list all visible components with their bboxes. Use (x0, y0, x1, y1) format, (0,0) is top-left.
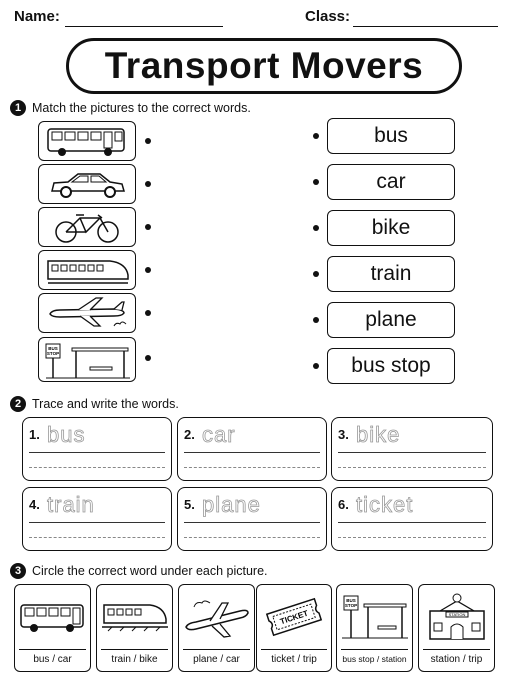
class-line[interactable] (353, 26, 498, 27)
worksheet-header (14, 8, 498, 30)
writing-guide-line (338, 537, 486, 538)
trace-box[interactable] (22, 417, 172, 481)
writing-guide-line (184, 467, 320, 468)
trace-number: 5. (184, 497, 195, 512)
card-divider (261, 649, 327, 650)
trace-word: train (47, 492, 95, 517)
right-match-dot[interactable] (313, 317, 319, 323)
plane-icon (182, 593, 252, 641)
match-word-box[interactable]: train (327, 256, 455, 292)
trace-word: plane (202, 492, 261, 517)
writing-line (338, 522, 486, 523)
trace-box[interactable] (22, 487, 172, 551)
bus-stop-icon (42, 340, 132, 380)
bike-icon (44, 210, 130, 244)
circle-card-bus[interactable] (14, 584, 91, 672)
match-word-box[interactable]: plane (327, 302, 455, 338)
card-options[interactable]: bus stop / station (342, 654, 407, 664)
left-match-dot[interactable] (145, 267, 151, 273)
card-divider (341, 649, 408, 650)
trace-box[interactable] (177, 417, 327, 481)
trace-box[interactable] (331, 417, 493, 481)
circle-card-plane[interactable] (178, 584, 255, 672)
right-match-dot[interactable] (313, 133, 319, 139)
match-word-box[interactable]: car (327, 164, 455, 200)
left-match-dot[interactable] (145, 310, 151, 316)
section2-heading (10, 396, 179, 412)
station-sign: STATION (448, 612, 465, 617)
match-picture-bus[interactable] (38, 121, 136, 161)
trace-number: 2. (184, 427, 195, 442)
class-label: Class: (305, 8, 351, 25)
left-match-dot[interactable] (145, 181, 151, 187)
plane-icon (44, 296, 130, 330)
trace-box[interactable] (177, 487, 327, 551)
svg-text:BUS: BUS (48, 345, 58, 351)
writing-line (184, 522, 320, 523)
bus-icon (18, 597, 88, 637)
circle-card-ticket[interactable] (256, 584, 332, 672)
match-word-box[interactable]: bus stop (327, 348, 455, 384)
card-options[interactable]: bus / car (33, 654, 72, 665)
writing-line (29, 452, 165, 453)
left-match-dot[interactable] (145, 355, 151, 361)
writing-guide-line (338, 467, 486, 468)
trace-number: 6. (338, 497, 349, 512)
match-picture-bus-stop[interactable] (38, 337, 136, 382)
trace-box[interactable] (331, 487, 493, 551)
card-options[interactable]: train / bike (111, 654, 158, 665)
train-icon (44, 253, 130, 287)
section3-instruction: Circle the correct word under each picture. (32, 564, 268, 578)
page-title: Transport Movers (66, 38, 462, 94)
station-icon (422, 591, 492, 643)
trace-number: 3. (338, 427, 349, 442)
match-picture-train[interactable] (38, 250, 136, 290)
match-picture-car[interactable] (38, 164, 136, 204)
section3-heading (10, 563, 268, 579)
train-icon (100, 595, 170, 639)
circle-card-train[interactable] (96, 584, 173, 672)
car-icon (44, 167, 130, 201)
writing-line (29, 522, 165, 523)
card-divider (183, 649, 250, 650)
right-match-dot[interactable] (313, 179, 319, 185)
card-divider (101, 649, 168, 650)
writing-guide-line (29, 537, 165, 538)
section1-instruction: Match the pictures to the correct words. (32, 101, 251, 115)
right-match-dot[interactable] (313, 363, 319, 369)
ticket-label: TICKET (279, 608, 310, 627)
section1-number: 1 (10, 100, 26, 116)
writing-guide-line (184, 537, 320, 538)
right-match-dot[interactable] (313, 225, 319, 231)
trace-number: 1. (29, 427, 40, 442)
section3-number: 3 (10, 563, 26, 579)
left-match-dot[interactable] (145, 138, 151, 144)
svg-text:STOP: STOP (344, 603, 357, 608)
name-line[interactable] (65, 26, 223, 27)
right-match-dot[interactable] (313, 271, 319, 277)
writing-guide-line (29, 467, 165, 468)
match-word-box[interactable]: bus (327, 118, 455, 154)
match-picture-bike[interactable] (38, 207, 136, 247)
card-divider (19, 649, 86, 650)
name-label: Name: (14, 8, 60, 25)
bus-stop-icon (340, 592, 410, 642)
trace-word: bike (356, 422, 401, 447)
circle-card-bus-stop[interactable] (336, 584, 413, 672)
svg-text:BUS: BUS (345, 598, 356, 603)
ticket-icon (261, 592, 327, 642)
trace-word: bus (47, 422, 86, 447)
trace-word: ticket (356, 492, 414, 517)
match-picture-plane[interactable] (38, 293, 136, 333)
trace-number: 4. (29, 497, 40, 512)
section2-instruction: Trace and write the words. (32, 397, 179, 411)
card-options[interactable]: ticket / trip (271, 654, 317, 665)
section2-number: 2 (10, 396, 26, 412)
card-options[interactable]: station / trip (430, 654, 483, 665)
circle-card-station[interactable] (418, 584, 495, 672)
writing-line (184, 452, 320, 453)
match-word-box[interactable]: bike (327, 210, 455, 246)
trace-word: car (202, 422, 236, 447)
bus-icon (44, 124, 130, 158)
section1-heading (10, 100, 251, 116)
card-divider (423, 649, 490, 650)
svg-text:STOP: STOP (46, 350, 60, 356)
left-match-dot[interactable] (145, 224, 151, 230)
card-options[interactable]: plane / car (193, 654, 240, 665)
writing-line (338, 452, 486, 453)
